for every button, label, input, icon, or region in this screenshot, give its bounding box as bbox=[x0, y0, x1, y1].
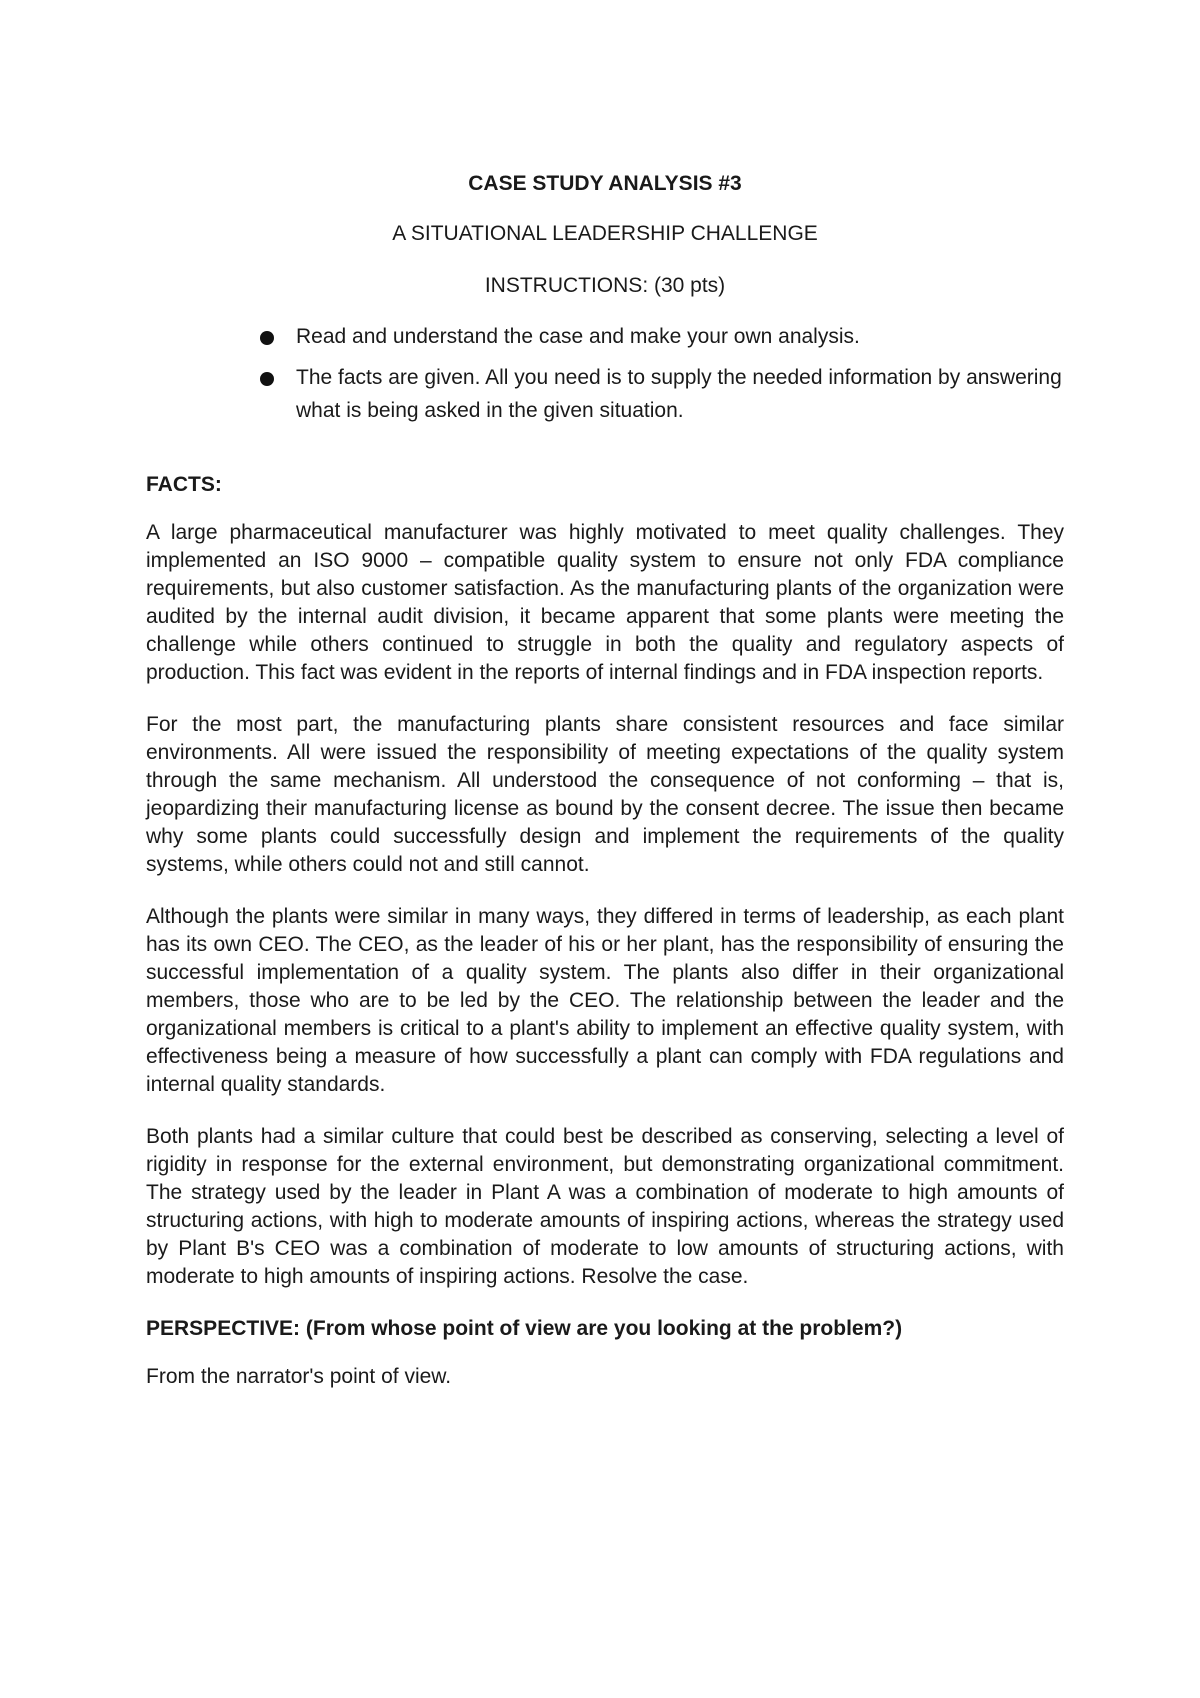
perspective-answer: From the narrator's point of view. bbox=[146, 1365, 452, 1388]
facts-paragraph: Although the plants were similar in many ways, they differed in terms of leadership, as each plant has its own CEO. The CEO, as the leader of his or her plant, has the responsibility of ensuring the successful implementation of a quality system. The plants also differ in their organizational members, those who are to be led by the CEO. The relationship between the leader and the organizational members is critical to a plant's ability to implement an effective quality system, with effectiveness being a measure of how successfully a plant can comply with FDA regulations and internal quality standards. bbox=[146, 905, 1064, 1096]
document-body bbox=[146, 170, 1064, 1391]
facts-paragraph: For the most part, the manufacturing plants share consistent resources and face similar environments. All were issued the responsibility of meeting expectations of the quality system through the same mechanism. All understood the consequence of not conforming – that is, jeopardizing their manufacturing license as bound by the consent decree. The issue then became why some plants could successfully design and implement the requirements of the quality systems, while others could not and still cannot. bbox=[146, 713, 1064, 876]
document-title: CASE STUDY ANALYSIS #3 bbox=[468, 172, 742, 195]
facts-paragraph: A large pharmaceutical manufacturer was highly motivated to meet quality challenges. They implemented an ISO 9000 – compatible quality system to ensure not only FDA compliance requirements, but also customer satisfaction. As the manufacturing plants of the organization were audited by the internal audit division, it became apparent that some plants were meeting the challenge while others continued to struggle in both the quality and regulatory aspects of production. This fact was evident in the reports of internal findings and in FDA inspection reports. bbox=[146, 521, 1064, 684]
instruction-text: The facts are given. All you need is to supply the needed information by answering what is being asked in the given situation. bbox=[296, 366, 1062, 422]
instruction-item bbox=[260, 320, 1064, 353]
instruction-item bbox=[260, 361, 1064, 427]
perspective-heading: PERSPECTIVE: (From whose point of view are you looking at the problem?) bbox=[146, 1317, 903, 1340]
facts-paragraph: Both plants had a similar culture that could best be described as conserving, selecting a level of rigidity in response for the external environment, but demonstrating organizational commitment. The strategy used by the leader in Plant A was a combination of moderate to high amounts of structuring actions, with high to moderate amounts of inspiring actions, whereas the strategy used by Plant B's CEO was a combination of moderate to low amounts of structuring actions, with moderate to high amounts of inspiring actions. Resolve the case. bbox=[146, 1125, 1064, 1288]
bullet-icon bbox=[260, 372, 274, 386]
document-subtitle: A SITUATIONAL LEADERSHIP CHALLENGE bbox=[392, 222, 818, 245]
instructions-heading: INSTRUCTIONS: (30 pts) bbox=[484, 274, 726, 297]
instruction-text: Read and understand the case and make your own analysis. bbox=[296, 325, 860, 348]
bullet-icon bbox=[260, 331, 274, 345]
facts-heading: FACTS: bbox=[146, 473, 222, 496]
instructions-list bbox=[146, 320, 1064, 427]
